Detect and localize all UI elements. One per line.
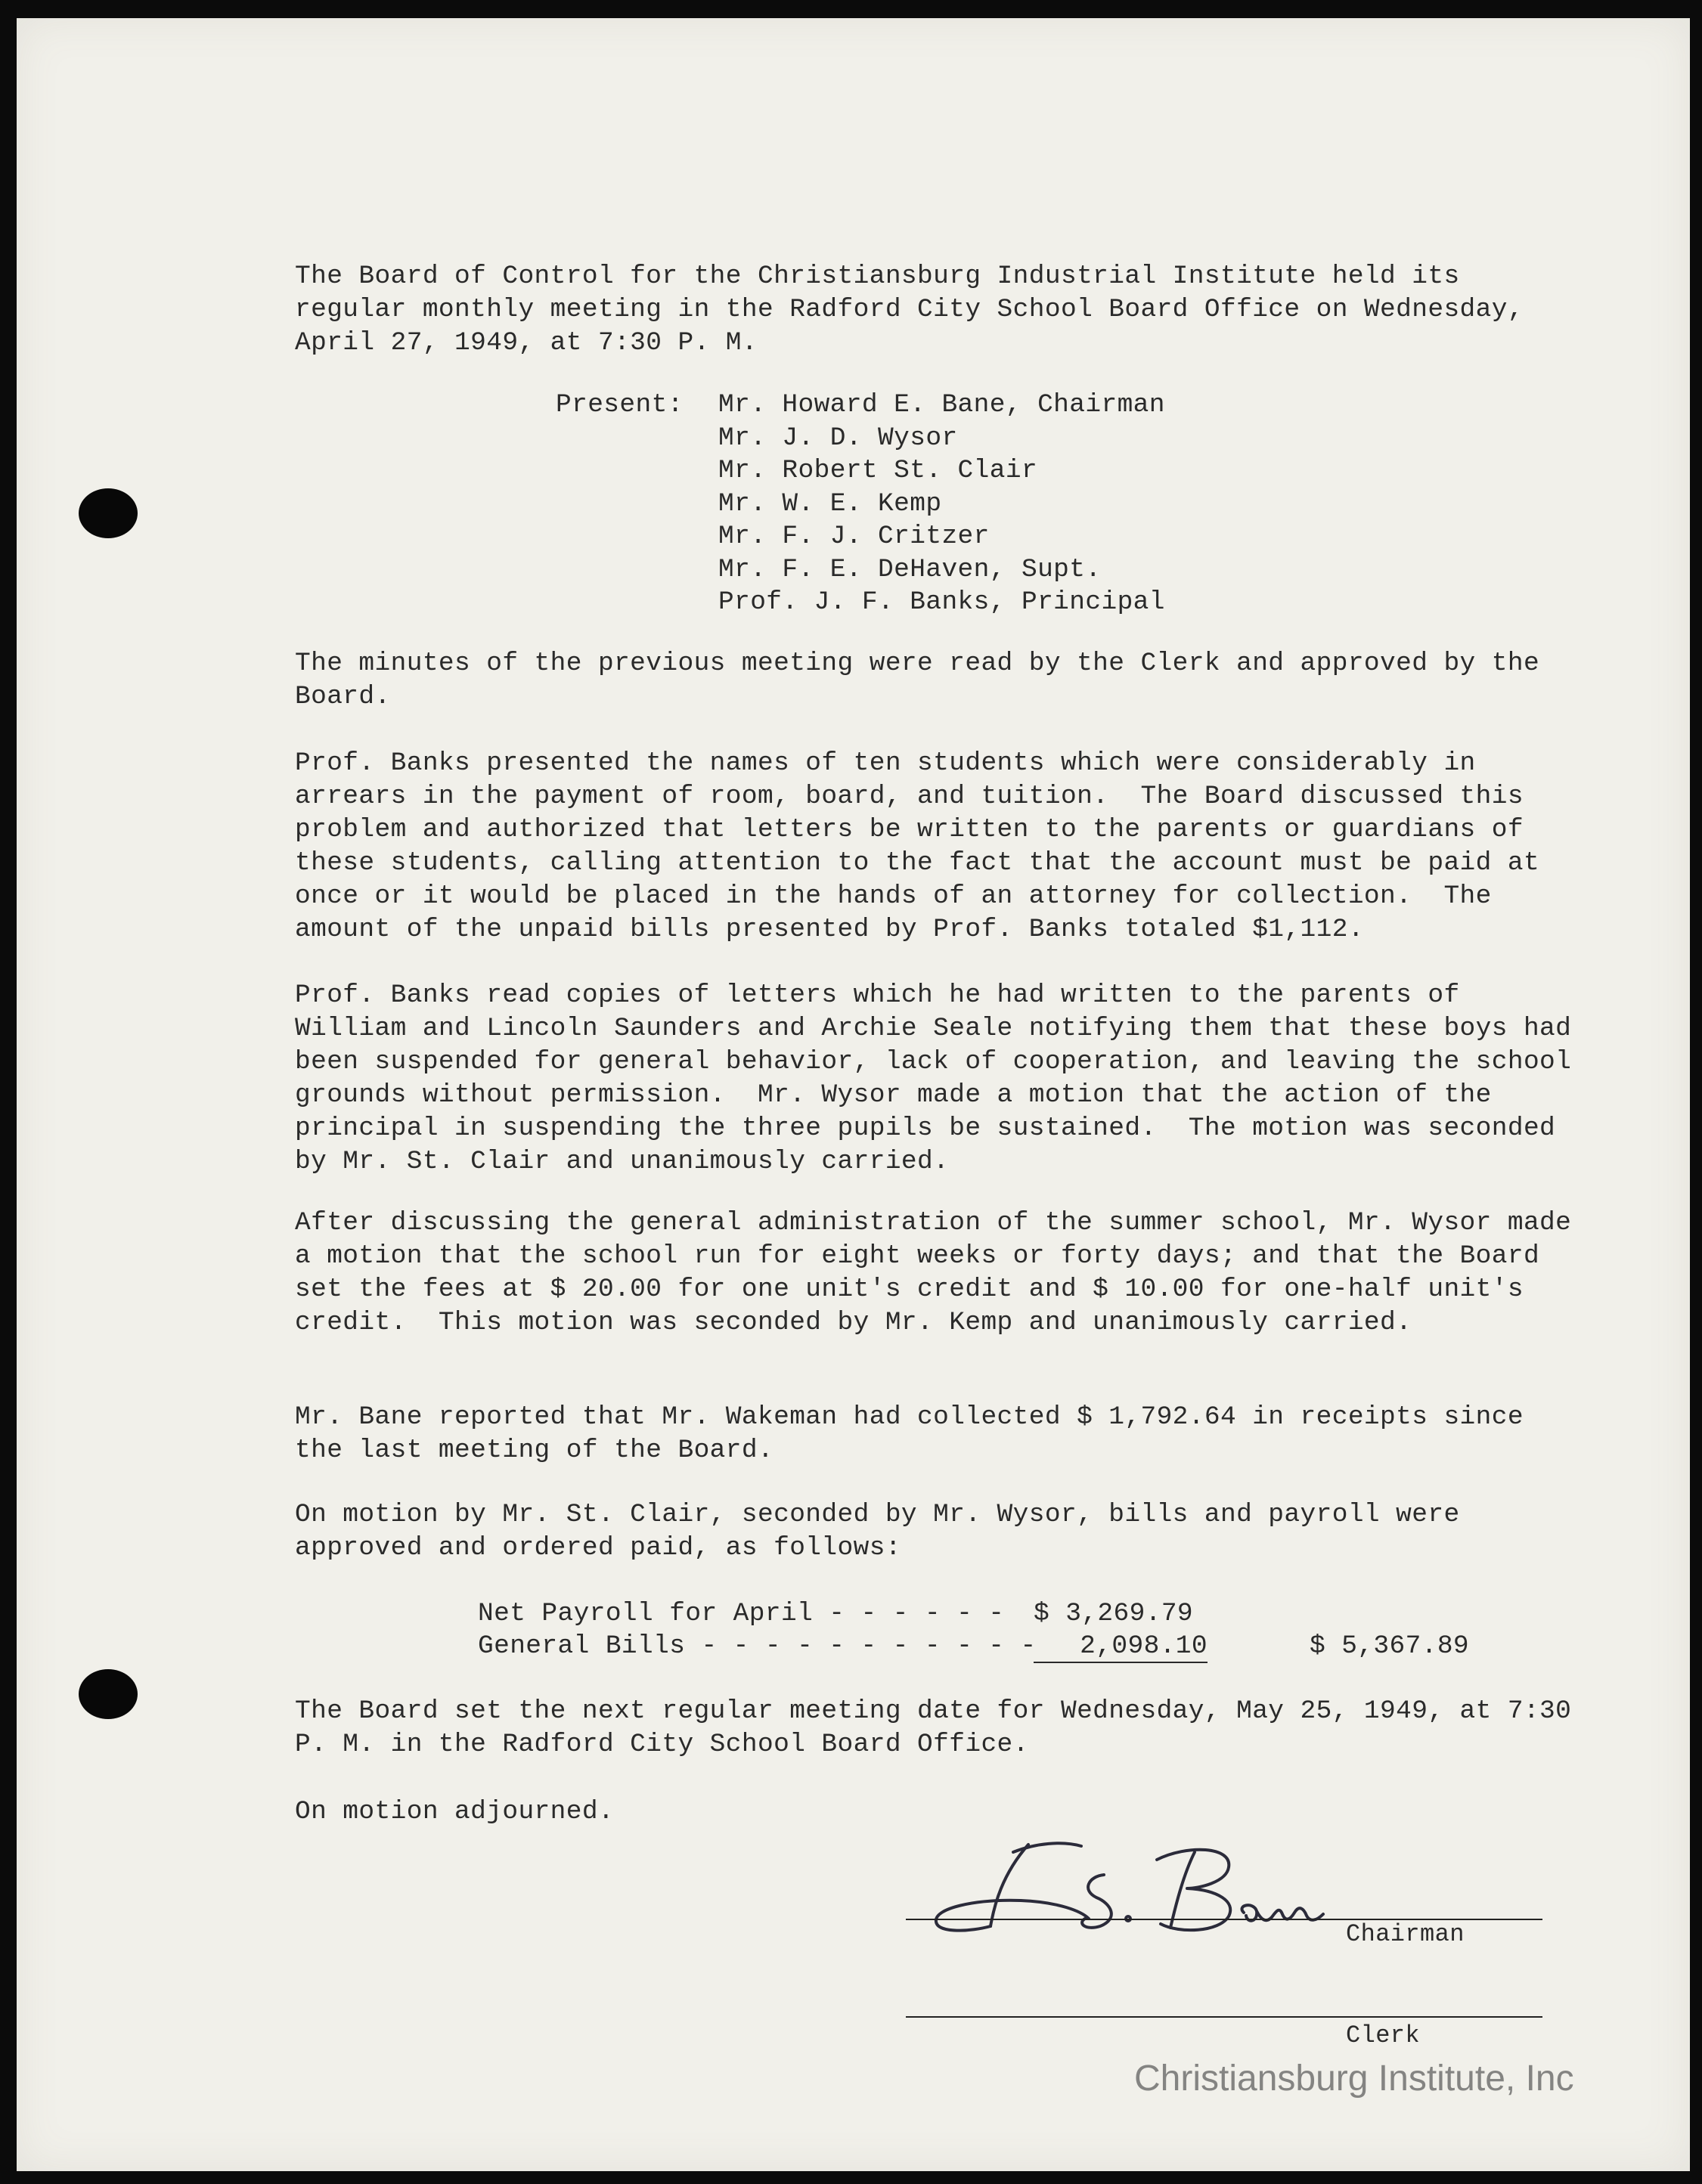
attendee: Mr. F. E. DeHaven, Supt. (718, 554, 1102, 584)
chairman-signature (930, 1829, 1384, 1950)
ledger-label: Net Payroll for April - - - - - - (478, 1599, 1005, 1628)
punch-hole (79, 1669, 138, 1719)
suspension-paragraph: Prof. Banks read copies of letters which he had written to the parents of William and Lincoln Saunders and Archie Seale notifying them that these boys had been suspended for general behavior, lack of cooperation, and leaving the school grounds without permission. Mr. Wysor made a motion that the action of the principal in suspending the three pupils be sustained. The motion was seconded by Mr. St. Clair and unanimously carried. (295, 980, 1588, 1176)
attendee: Mr. W. E. Kemp (718, 488, 942, 519)
punch-hole (79, 488, 138, 538)
watermark: Christiansburg Institute, Inc (1134, 2059, 1574, 2099)
summer-school-paragraph: After discussing the general administration of the summer school, Mr. Wysor made a motion that the school run for eight weeks or forty days; and that the Board set the fees at $ 20.00 for one unit's credit and $ 10.00 for one-half unit's credit. This motion was seconded by Mr. Kemp and unanimously carried. (295, 1208, 1588, 1337)
attendee: Prof. J. F. Banks, Principal (718, 587, 1165, 617)
ledger-amount: $ 3,269.79 (1034, 1599, 1194, 1628)
attendee: Mr. J. D. Wysor (718, 423, 958, 453)
attendee-list (718, 389, 1399, 619)
students-paragraph: Prof. Banks presented the names of ten students which were considerably in arrears in the payment of room, board, and tuition. The Board discussed this problem and authorized that letters be written to the parents or guardians of these students, calling attention to the fact that the account must be paid at once or it would be placed in the hands of an attorney for collection. The amount of the unpaid bills presented by Prof. Banks totaled $1,112. (295, 748, 1556, 944)
bills-ledger (478, 1597, 1521, 1673)
intro-paragraph: The Board of Control for the Christiansburg Industrial Institute held its regular monthly meeting in the Radford City School Board Office on Wednesday, April 27, 1949, at 7:30 P. M. (295, 262, 1540, 358)
minutes-paragraph: The minutes of the previous meeting were read by the Clerk and approved by the Board. (295, 649, 1556, 711)
present-label: Present: (556, 390, 684, 420)
ledger-label: General Bills - - - - - - - - - - - (478, 1631, 1037, 1661)
receipts-paragraph: Mr. Bane reported that Mr. Wakeman had collected $ 1,792.64 in receipts since the last meeting of the Board. (295, 1402, 1540, 1465)
bills-paragraph: On motion by Mr. St. Clair, seconded by Mr. Wysor, bills and payroll were approved and ordered paid, as follows: (295, 1500, 1476, 1563)
chairman-label: Chairman (1346, 1920, 1465, 1948)
adjourn-paragraph: On motion adjourned. (295, 1797, 615, 1826)
attendee: Mr. F. J. Critzer (718, 522, 990, 551)
next-meeting-paragraph: The Board set the next regular meeting date for Wednesday, May 25, 1949, at 7:30 P. M. in the Radford City School Board Office. (295, 1696, 1588, 1759)
ledger-amount: 2,098.10 (1034, 1631, 1208, 1663)
clerk-label: Clerk (1346, 2021, 1421, 2049)
ledger-total: $ 5,367.89 (1310, 1631, 1470, 1661)
attendee: Mr. Howard E. Bane, Chairman (718, 390, 1165, 420)
clerk-signature-line (906, 2016, 1542, 2018)
attendee: Mr. Robert St. Clair (718, 456, 1038, 485)
